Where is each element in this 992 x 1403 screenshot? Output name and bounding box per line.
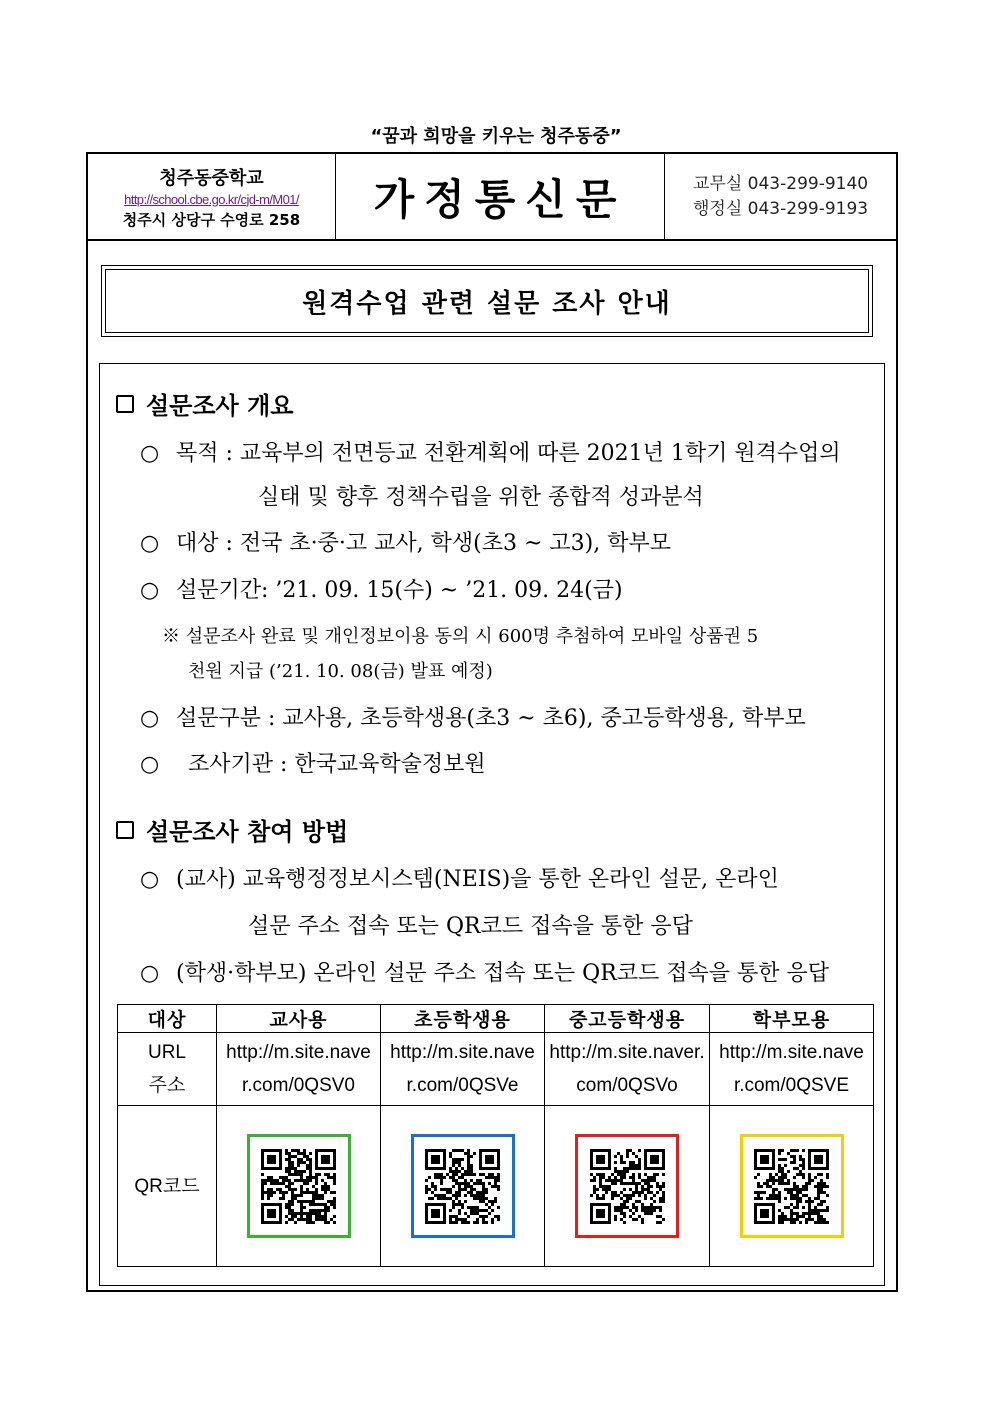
qr-cell-parent (710, 1106, 874, 1267)
survey-link-table (117, 1004, 874, 1267)
school-url-link[interactable]: http://school.cbe.go.kr/cjd-m/M01/ (124, 191, 299, 207)
phone-academic: 교무실 043-299-9140 (693, 173, 869, 194)
target-line: ○ 대상 : 전국 초·중·고 교사, 학생(초3 ~ 고3), 학부모 (140, 531, 671, 556)
qr-cell-elementary (381, 1106, 545, 1267)
qr-code-icon[interactable] (247, 1134, 351, 1238)
newsletter-header (88, 154, 896, 241)
section-method-heading: 설문조사 참여 방법 (116, 812, 348, 847)
purpose-line-1: ○ 목적 : 교육부의 전면등교 전환계획에 따른 2021년 1학기 원격수업의 (140, 441, 841, 466)
newsletter-title: 가정통신문 (336, 154, 665, 239)
circle-bullet-icon: ○ (140, 441, 160, 466)
school-slogan: “꿈과 희망을 키우는 청주동중” (370, 126, 622, 147)
teacher-method-line-1: ○ (교사) 교육행정정보시스템(NEIS)을 통한 온라인 설문, 온라인 (140, 867, 779, 892)
circle-bullet-icon: ○ (140, 752, 160, 777)
notice-title-box (101, 265, 873, 337)
qr-code-icon[interactable] (411, 1134, 515, 1238)
qr-cell-secondary (545, 1106, 710, 1267)
circle-bullet-icon: ○ (140, 867, 160, 892)
checkbox-icon (116, 821, 134, 839)
url-elementary[interactable]: http://m.site.naver.com/0QSVe (381, 1033, 545, 1106)
school-address: 청주시 상당구 수영로 258 (122, 210, 301, 229)
student-method-line: ○ (학생·학부모) 온라인 설문 주소 접속 또는 QR코드 접속을 통한 응답 (140, 961, 830, 986)
circle-bullet-icon: ○ (140, 578, 160, 603)
agency-line: ○ 조사기관 : 한국교육학술정보원 (140, 752, 486, 777)
section-overview-heading: 설문조사 개요 (116, 386, 293, 421)
header-parent: 학부모용 (710, 1005, 874, 1033)
qr-label: QR코드 (118, 1106, 217, 1267)
header-elementary: 초등학생용 (381, 1005, 545, 1033)
header-teacher: 교사용 (217, 1005, 381, 1033)
header-target: 대상 (118, 1005, 217, 1033)
table-header-row (118, 1005, 874, 1033)
circle-bullet-icon: ○ (140, 531, 160, 556)
teacher-method-line-2: 설문 주소 접속 또는 QR코드 접속을 통한 응답 (248, 914, 693, 939)
header-secondary: 중고등학생용 (545, 1005, 710, 1033)
period-line: ○ 설문기간: ’21. 09. 15(수) ~ ’21. 09. 24(금) (140, 578, 623, 603)
circle-bullet-icon: ○ (140, 961, 160, 986)
contact-info (665, 154, 896, 239)
url-secondary[interactable]: http://m.site.naver.com/0QSVo (545, 1033, 710, 1106)
checkbox-icon (116, 395, 134, 413)
newsletter-frame (86, 152, 898, 1292)
url-parent[interactable]: http://m.site.naver.com/0QSVE (710, 1033, 874, 1106)
circle-bullet-icon: ○ (140, 706, 160, 731)
qr-row (118, 1106, 874, 1267)
url-row (118, 1033, 874, 1106)
purpose-line-2: 실태 및 향후 정책수립을 위한 종합적 성과분석 (258, 485, 704, 510)
school-name: 청주동중학교 (159, 167, 264, 189)
qr-cell-teacher (217, 1106, 381, 1267)
note-line-1: ※ 설문조사 완료 및 개인정보이용 동의 시 600명 추첨하여 모바일 상품권 5 (162, 626, 759, 647)
note-line-2: 천원 지급 (’21. 10. 08(금) 발표 예정) (188, 661, 493, 682)
url-label: URL 주소 (118, 1033, 217, 1106)
category-line: ○ 설문구분 : 교사용, 초등학생용(초3 ~ 초6), 중고등학생용, 학부모 (140, 706, 806, 731)
school-info (88, 154, 336, 239)
notice-title: 원격수업 관련 설문 조사 안내 (105, 269, 869, 333)
phone-admin: 행정실 043-299-9193 (693, 198, 869, 219)
qr-code-icon[interactable] (575, 1134, 679, 1238)
qr-code-icon[interactable] (740, 1134, 844, 1238)
content-box (99, 363, 885, 1286)
url-teacher[interactable]: http://m.site.naver.com/0QSV0 (217, 1033, 381, 1106)
